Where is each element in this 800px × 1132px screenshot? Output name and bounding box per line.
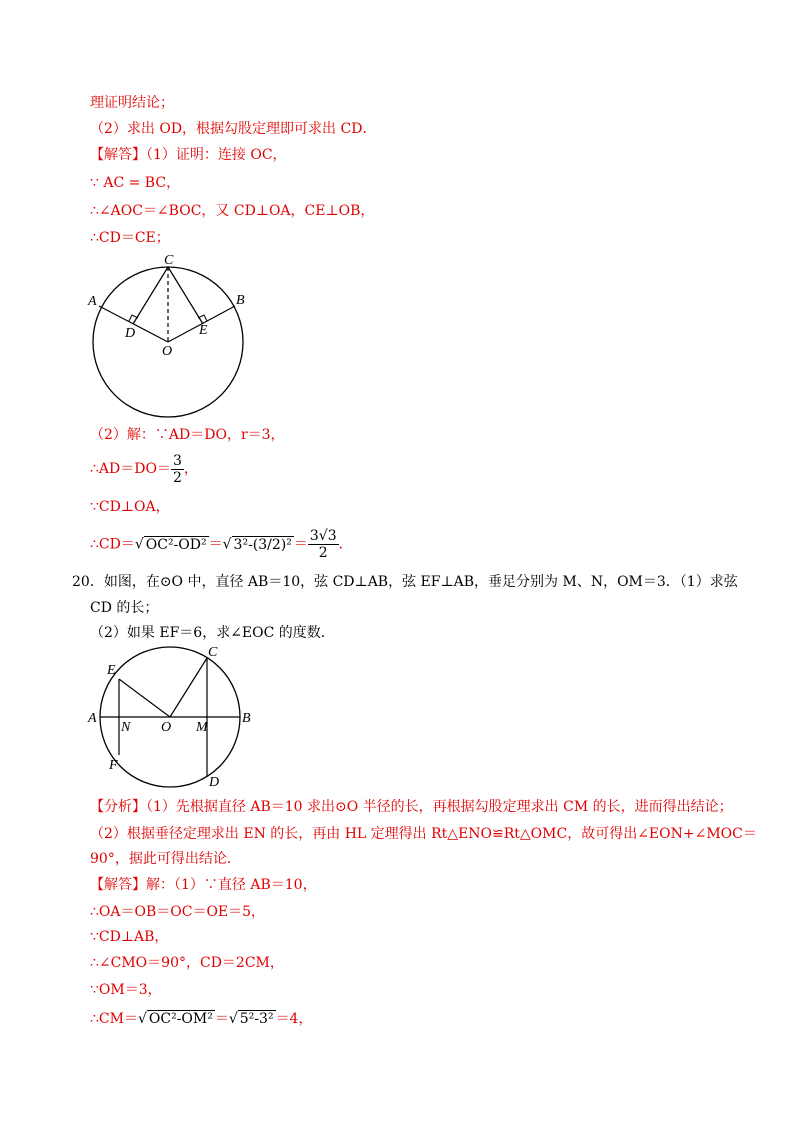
radicand: 3²-(3/2)² [233, 536, 292, 553]
text-line-fraction [90, 452, 198, 486]
segment-CE [168, 267, 203, 324]
label-O: O [162, 344, 173, 359]
numerator: 3√3 [309, 528, 337, 544]
question-text: （2）如果 EF＝6，求∠EOC 的度数． [90, 625, 335, 641]
label-E: E [107, 663, 116, 678]
text-line: （2）求出 OD，根据勾股定理即可求出 CD． [90, 121, 377, 137]
radicand: OC²-OM² [148, 1011, 213, 1027]
circle-figure-1 [85, 252, 265, 422]
circle-figure-2 [85, 642, 265, 792]
text: ＝ [214, 1011, 229, 1027]
analysis-text: 90°，据此可得出结论． [90, 851, 241, 867]
label-B: B [236, 293, 245, 308]
text-line: 【解答】（1）证明：连接 OC， [90, 147, 287, 163]
sqrt-sign: √ [134, 536, 144, 553]
text: ＝4， [275, 1011, 313, 1027]
label-M: M [196, 720, 208, 735]
question-text: 20．如图，在⊙O 中，直径 AB＝10，弦 CD⊥AB，弦 EF⊥AB，垂足分别为 M、N，OM＝3．（1）求弦 [72, 574, 738, 590]
text: ＝ [208, 536, 223, 553]
label-F: F [109, 758, 118, 773]
text: ∴AD＝DO＝ [90, 461, 171, 477]
label-D: D [125, 326, 136, 341]
text: ＝ [293, 536, 308, 553]
label-D: D [209, 775, 220, 790]
fraction [171, 453, 184, 486]
label-O: O [161, 720, 172, 735]
label-B: B [242, 711, 251, 726]
segment-EO [119, 679, 170, 717]
solution-text: ∴OA＝OB＝OC＝OE＝5， [90, 904, 266, 920]
solution-formula [90, 1006, 312, 1032]
solution-text: ∵OM＝3， [90, 982, 162, 998]
sqrt-sign: √ [228, 1011, 238, 1027]
text: ∴CD＝ [90, 536, 135, 553]
radicand: 5²-3² [239, 1011, 274, 1027]
label-C: C [208, 645, 218, 660]
solution-text: 【解答】解：（1）∵直径 AB＝10， [90, 877, 317, 893]
text: ， [183, 461, 198, 477]
text-line: ∴∠AOC＝∠BOC，又 CD⊥OA，CE⊥OB， [90, 203, 375, 219]
denominator: 2 [172, 469, 182, 486]
label-A: A [88, 711, 97, 726]
label-N: N [121, 720, 131, 735]
label-A: A [88, 294, 97, 309]
solution-text: ∴∠CMO＝90°，CD＝2CM， [90, 955, 284, 971]
solution-text: ∵CD⊥AB， [90, 929, 169, 945]
text-line-formula [90, 528, 353, 561]
analysis-text: （2）根据垂径定理求出 EN 的长，再由 HL 定理得出 Rt△ENO≌Rt△OMC，故可得出∠EON+∠MOC＝ [90, 826, 757, 842]
segment-CO [170, 658, 207, 717]
segment-CD [133, 267, 168, 324]
text: ∴CM＝ [90, 1011, 138, 1027]
text-line: 理证明结论； [90, 95, 174, 111]
analysis-text: 【分析】（1）先根据直径 AB＝10 求出⊙O 半径的长，再根据勾股定理求出 CM 的长，进而得出结论； [90, 799, 733, 815]
question-text: CD 的长； [90, 600, 159, 616]
denominator: 2 [318, 545, 328, 561]
text: ． [338, 536, 353, 553]
text-line: ∵CD⊥OA， [90, 499, 170, 515]
text-line: （2）解：∵AD＝DO，r＝3， [90, 427, 285, 443]
sqrt-sign: √ [137, 1011, 147, 1027]
sqrt-sign: √ [222, 536, 232, 553]
text-line: ∴CD＝CE； [90, 230, 170, 246]
label-E: E [199, 323, 208, 338]
fraction [308, 528, 339, 561]
radicand: OC²-OD² [145, 536, 207, 553]
label-C: C [164, 253, 174, 268]
text-line: ∵ AC = BC， [90, 175, 181, 191]
numerator: 3 [172, 452, 182, 469]
